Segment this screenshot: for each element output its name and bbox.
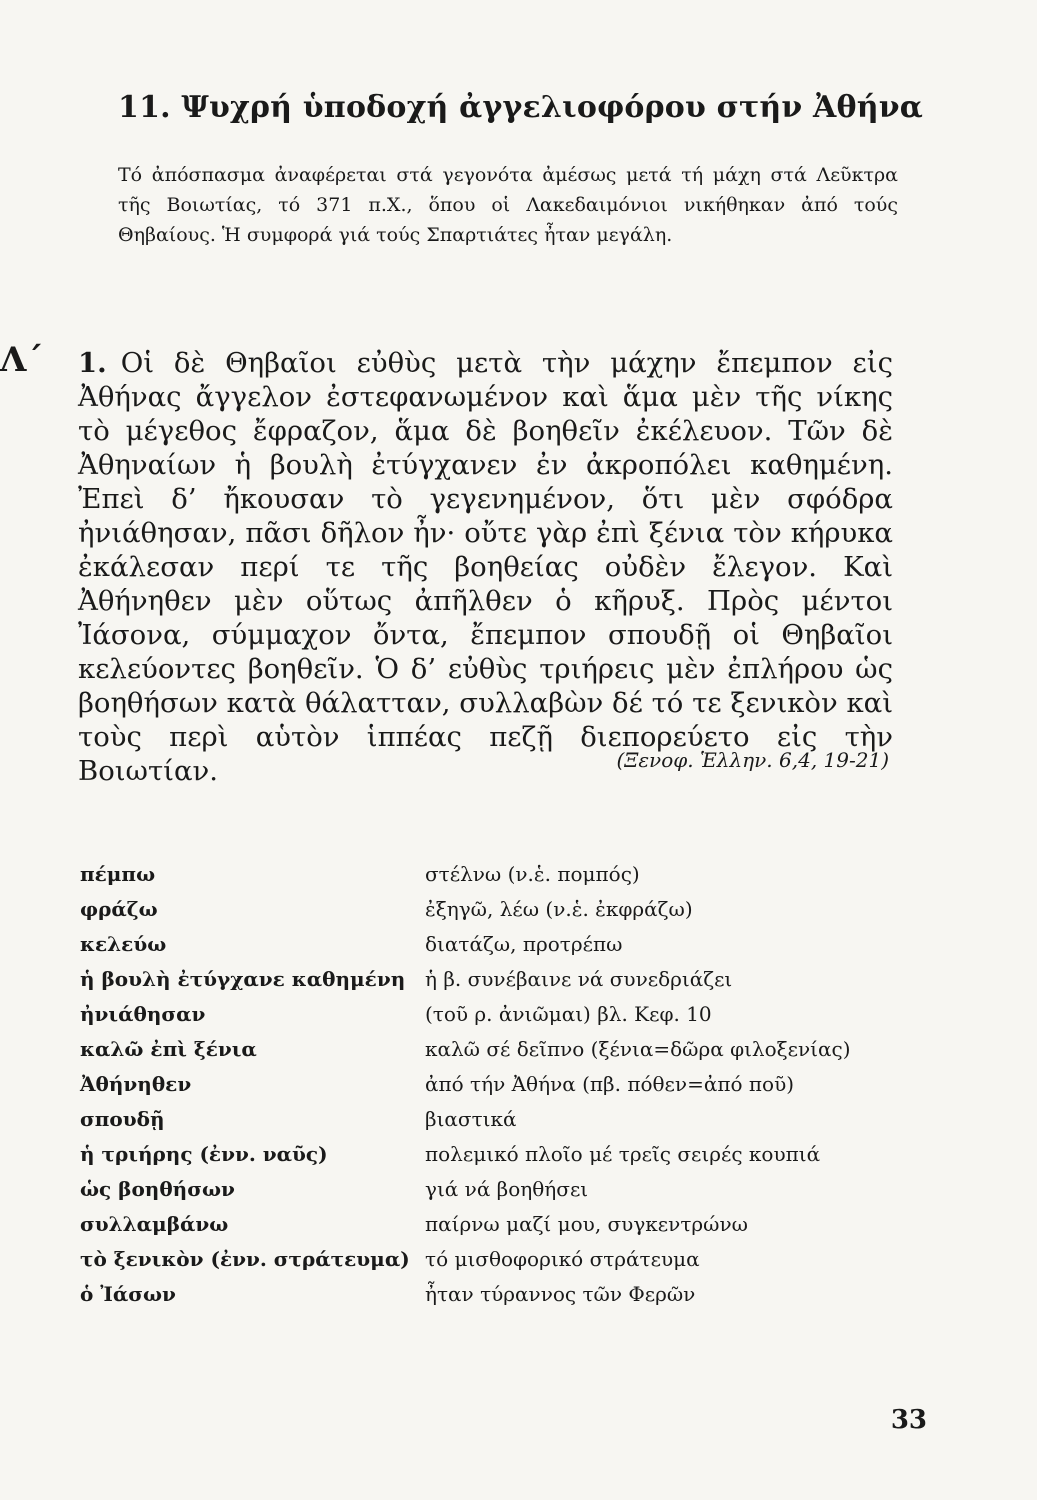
glossary-definition: γιά νά βοηθήσει bbox=[425, 1177, 589, 1201]
glossary-term: πέμπω bbox=[80, 862, 156, 886]
glossary-definition: παίρνω μαζί μου, συγκεντρώνω bbox=[425, 1212, 748, 1236]
margin-section-mark: Λ΄ bbox=[0, 340, 44, 380]
glossary-definition: ἡ β. συνέβαινε νά συνεδριάζει bbox=[425, 967, 733, 991]
glossary-entry bbox=[80, 1002, 920, 1037]
glossary-term: Ἀθήνηθεν bbox=[80, 1072, 192, 1096]
glossary-definition: ἐξηγῶ, λέω (ν.ἑ. ἐκφράζω) bbox=[425, 897, 693, 921]
glossary-definition: (τοῦ ρ. ἀνιῶμαι) βλ. Κεφ. 10 bbox=[425, 1002, 712, 1026]
passage-text: Οἱ δὲ Θηβαῖοι εὐθὺς μετὰ τὴν μάχην ἔπεμπον εἰς Ἀθήνας ἄγγελον ἐστεφανωμένον καὶ ἅμα μὲν τῆς νίκης τὸ μέγεθος ἔφραζον, ἅμα δὲ βοηθεῖν ἐκέλευον. Τῶν δὲ Ἀθηναίων ἡ βουλὴ ἐτύγχανεν ἐν ἀκροπόλει καθημένη. Ἐπεὶ δ’ ἤκουσαν τὸ γεγενημένον, ὅτι μὲν σφόδρα ἠνιάθησαν, πᾶσι δῆλον ἦν· οὔτε γὰρ ἐπὶ ξένια τὸν κήρυκα ἐκάλεσαν περί τε τῆς βοηθείας οὐδὲν ἔλεγον. Καὶ Ἀθήνηθεν μὲν οὕτως ἀπῆλθεν ὁ κῆρυξ. Πρὸς μέντοι Ἰάσονα, σύμμαχον ὄντα, ἔπεμπον σπουδῇ οἱ Θηβαῖοι κελεύοντες βοηθεῖν. Ὁ δ’ εὐθὺς τριήρεις μὲν ἐπλήρου ὡς βοηθήσων κατὰ θάλατταν, συλλαβὼν δέ τό τε ξενικὸν καὶ τοὺς περὶ αὑτὸν ἱππέας πεζῇ διεπορεύετο εἰς τὴν Βοιωτίαν. bbox=[78, 347, 893, 787]
ancient-greek-passage bbox=[78, 346, 893, 788]
glossary-term: ἡ βουλὴ ἐτύγχανε καθημένη bbox=[80, 967, 406, 991]
glossary-entry bbox=[80, 1142, 920, 1177]
source-citation: (Ξενοφ. Ἑλλην. 6,4, 19-21) bbox=[616, 748, 889, 772]
page-title: 11. Ψυχρή ὑποδοχή ἀγγελιοφόρου στήν Ἀθήνα bbox=[118, 90, 924, 125]
glossary-entry bbox=[80, 1177, 920, 1212]
glossary-term: ἠνιάθησαν bbox=[80, 1002, 206, 1026]
glossary-entry bbox=[80, 1282, 920, 1317]
glossary-entry bbox=[80, 897, 920, 932]
glossary-term: κελεύω bbox=[80, 932, 167, 956]
glossary-definition: πολεμικό πλοῖο μέ τρεῖς σειρές κουπιά bbox=[425, 1142, 821, 1166]
glossary-entry bbox=[80, 1247, 920, 1282]
glossary-entry bbox=[80, 862, 920, 897]
glossary-term: ὡς βοηθήσων bbox=[80, 1177, 235, 1201]
glossary-definition: διατάζω, προτρέπω bbox=[425, 932, 623, 956]
glossary-term: ὁ Ἰάσων bbox=[80, 1282, 176, 1306]
glossary-definition: ἀπό τήν Ἀθήνα (πβ. πόθεν=ἀπό ποῦ) bbox=[425, 1072, 795, 1096]
glossary-entry bbox=[80, 1072, 920, 1107]
glossary-definition: καλῶ σέ δεῖπνο (ξένια=δῶρα φιλοξενίας) bbox=[425, 1037, 851, 1061]
glossary-definition: ἦταν τύραννος τῶν Φερῶν bbox=[425, 1282, 696, 1306]
glossary-term: τὸ ξενικὸν (ἐνν. στράτευμα) bbox=[80, 1247, 410, 1271]
glossary-term: συλλαμβάνω bbox=[80, 1212, 229, 1236]
intro-paragraph: Τό ἀπόσπασμα ἀναφέρεται στά γεγονότα ἀμέσως μετά τή μάχη στά Λεῦκτρα τῆς Βοιωτίας, τό 371 π.Χ., ὅπου οἱ Λακεδαιμόνιοι νικήθηκαν ἀπό τούς Θηβαίους. Ἡ συμφορά γιά τούς Σπαρτιάτες ἦταν μεγάλη. bbox=[118, 164, 898, 246]
glossary-entry bbox=[80, 1212, 920, 1247]
glossary-definition: στέλνω (ν.ἑ. πομπός) bbox=[425, 862, 640, 886]
glossary-term: φράζω bbox=[80, 897, 158, 921]
glossary-definition: βιαστικά bbox=[425, 1107, 517, 1131]
glossary-term: σπουδῇ bbox=[80, 1107, 165, 1131]
glossary-list bbox=[80, 862, 920, 1317]
passage-number: 1. bbox=[78, 347, 107, 379]
glossary-entry bbox=[80, 967, 920, 1002]
glossary-term: ἡ τριήρης (ἐνν. ναῦς) bbox=[80, 1142, 328, 1166]
glossary-definition: τό μισθοφορικό στράτευμα bbox=[425, 1247, 700, 1271]
glossary-entry bbox=[80, 932, 920, 967]
glossary-term: καλῶ ἐπὶ ξένια bbox=[80, 1037, 257, 1061]
glossary-entry bbox=[80, 1107, 920, 1142]
glossary-entry bbox=[80, 1037, 920, 1072]
page-number: 33 bbox=[890, 1405, 927, 1435]
